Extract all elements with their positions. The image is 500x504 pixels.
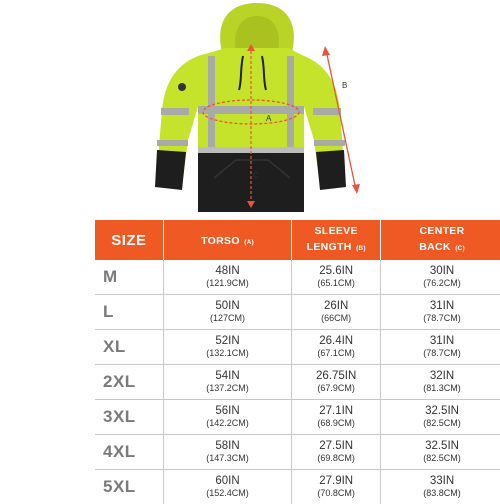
size-label: 2XL [95, 365, 164, 400]
hoodie-right-cuff [316, 150, 346, 190]
table-row [95, 260, 500, 295]
measurement-a-label: A [266, 114, 272, 123]
header-torso: TORSO (A) [164, 220, 293, 260]
size-label: XL [95, 330, 164, 365]
size-label: 3XL [95, 400, 164, 435]
size-chart-table [95, 220, 500, 504]
header-center-back: CENTER BACK (C) [381, 220, 500, 260]
torso-cell: 60IN (152.4CM) [164, 470, 293, 504]
hoodie-left-cuff [155, 150, 186, 190]
table-row [95, 400, 500, 435]
torso-cell: 58IN (147.3CM) [164, 435, 293, 470]
torso-cell: 52IN (132.1CM) [164, 330, 293, 365]
hoodie-measurement-diagram [0, 0, 500, 215]
size-label: L [95, 295, 164, 330]
table-row [95, 330, 500, 365]
measurement-b-arrow-top [322, 46, 330, 56]
size-chart-header-row [95, 220, 500, 260]
center-back-cell: 32IN (81.3CM) [381, 365, 500, 400]
size-label: 5XL [95, 470, 164, 504]
sleeve-cell: 26IN (66CM) [292, 295, 381, 330]
sleeve-cell: 25.6IN (65.1CM) [292, 260, 381, 295]
torso-cell: 54IN (137.2CM) [164, 365, 293, 400]
center-back-cell: 33IN (83.8CM) [423, 475, 461, 498]
sleeve-cell: 27.1IN (68.9CM) [292, 400, 381, 435]
center-back-cell: 31IN (78.7CM) [381, 295, 500, 330]
size-label: M [95, 260, 164, 295]
measurement-b-arrow-bottom [352, 184, 360, 194]
center-back-cell: 31IN (78.7CM) [381, 330, 500, 365]
chest-logo [178, 83, 186, 91]
center-back-cell: 32.5IN (82.5CM) [381, 435, 500, 470]
center-back-cell: 30IN (76.2CM) [381, 260, 500, 295]
table-row [95, 295, 500, 330]
sleeve-cell: 27.5IN (69.8CM) [292, 435, 381, 470]
sleeve-cell: 26.75IN (67.9CM) [292, 365, 381, 400]
measurement-b-label: B [342, 81, 348, 90]
sleeve-cell: 26.4IN (67.1CM) [292, 330, 381, 365]
table-row [95, 365, 500, 400]
header-size: SIZE [95, 220, 164, 260]
header-sleeve-length: SLEEVE LENGTH (B) [292, 220, 381, 260]
torso-cell: 48IN (121.9CM) [164, 260, 293, 295]
torso-cell: 56IN (142.2CM) [164, 400, 293, 435]
torso-cell: 50IN (127CM) [164, 295, 293, 330]
size-label: 4XL [95, 435, 164, 470]
sleeve-cell: 27.9IN (70.8CM) [292, 470, 381, 504]
table-row [95, 470, 500, 504]
measurement-c-label: C [253, 171, 259, 180]
table-row [95, 435, 500, 470]
center-back-cell: 32.5IN (82.5CM) [381, 400, 500, 435]
